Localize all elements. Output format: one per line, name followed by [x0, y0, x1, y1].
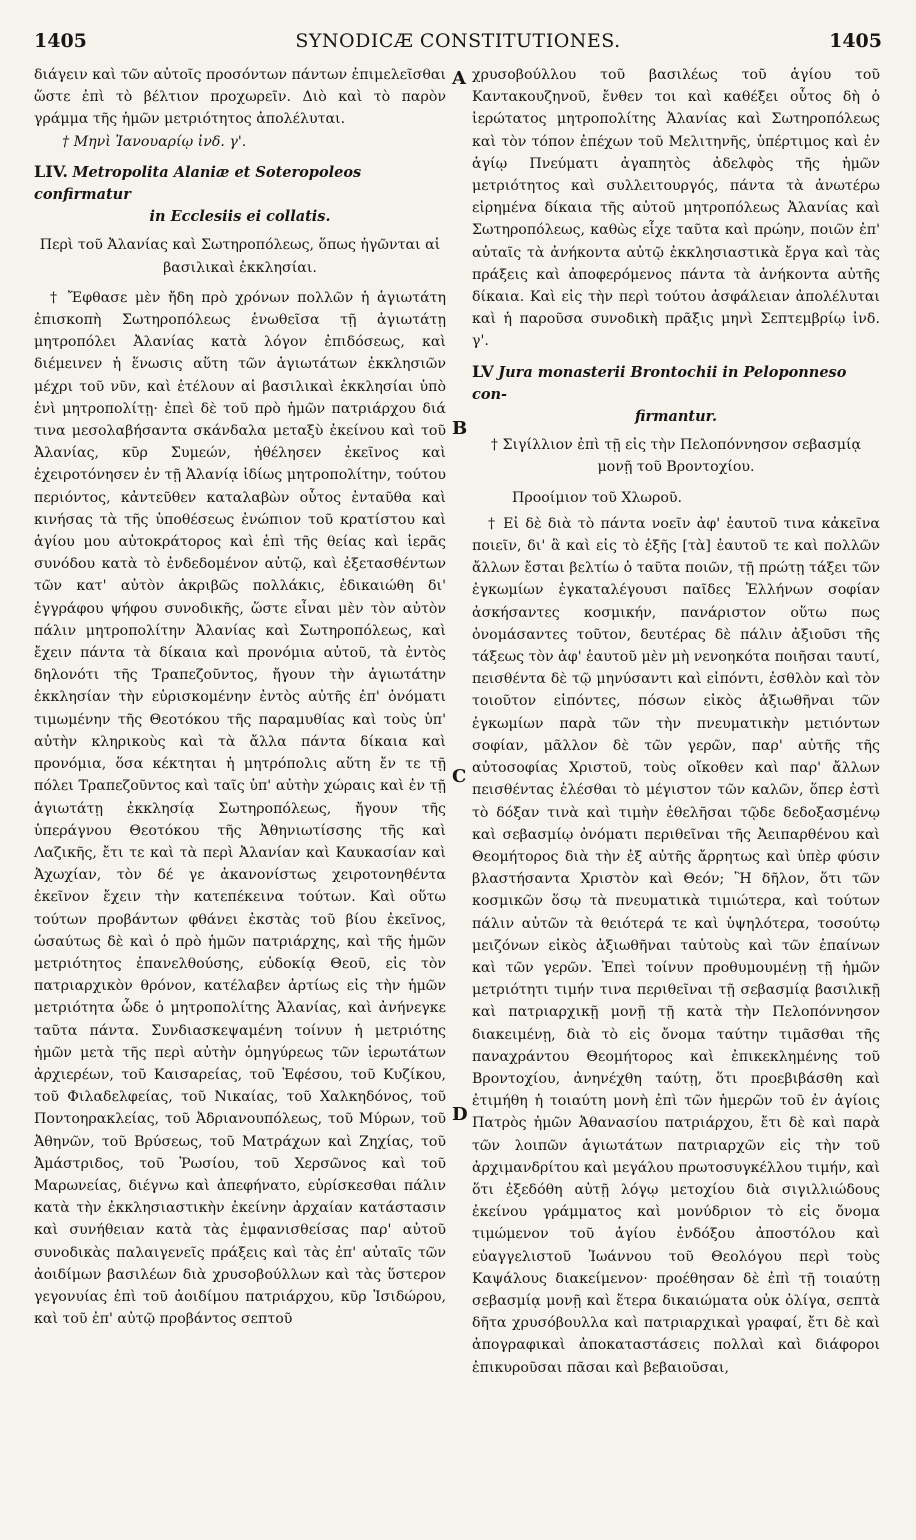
greek-title: Περὶ τοῦ Ἀλανίας καὶ Σωτηροπόλεως, ὅπως ἡγῶνται αἱ βασιλικαὶ ἐκκλησίαι.: [39, 237, 441, 276]
date-line: † Μηνὶ Ἰανουαρίῳ ἰνδ. γ'.: [62, 133, 247, 150]
left-body-paragraph: † Ἔφθασε μὲν ἤδη πρὸ χρόνων πολλῶν ἡ ἁγιωτάτη ἐπισκοπὴ Σωτηροπόλεως ἑνωθεῖσα τῇ ἁγιωτάτῃ μητροπόλει Ἀλανίας κατὰ λόγον ἐπιδόσεως, καὶ διέμεινεν ἡ ἕνωσις αὕτη τῶν ἁγιωτάτων ἐκκλησιῶν μέχρι τοῦ νῦν, καὶ ἐτέλουν αἱ βασιλικαὶ ἐκκλησίαι ὑπὸ ἑνὶ μητροπολίτῃ· ἐπεὶ δὲ τοῦ πρὸ ἡμῶν πατριάρχου διά τινα μεσολαβήσαντα σκάνδαλα μεταξὺ ἐκείνου καὶ τοῦ Ἀλανίας, κῦρ Συμεών, ἠθέλησεν ἐκεῖνος καὶ ἐχειροτόνησεν ἐν τῇ Ἀλανίᾳ ἰδίως μητροπολίτην, τούτου περιόντος, κἀντεῦθεν καταλαβὼν οὗτος ἐνταῦθα καὶ κινήσας τὰ τῆς ὑποθέσεως ἐνώπιον τοῦ κρατίστου καὶ ἁγίου μου αὐτοκράτορος καὶ ἐπὶ τῆς θείας καὶ ἱερᾶς συνόδου κατὰ τὸ ἐνδεδομένον αὐτῷ, καὶ ἐξετασθέντων τῶν κατ' αὐτὸν ἀκριβῶς πολλάκις, ἐδικαιώθη δι' ἐγγράφου ψήφου συνοδικῆς, ὥστε εἶναι μὲν τὸν αὐτὸν πάλιν μητροπολίτην Ἀλανίας καὶ Σωτηροπόλεως, καὶ ἔχειν πάντα τὰ δίκαια καὶ προνόμια αὐτοῦ, τὰ ἐντὸς δηλονότι τῆς Τραπεζοῦντος, ἤγουν τὴν ἁγιωτάτην ἐκκλησίαν τὴν εὑρισκομένην ἐντὸς αὐτῆς ἐπ' ὀνόματι τιμωμένην τῆς Θεοτόκου τῆς παραμυθίας καὶ τοὺς ὑπ' αὐτὴν κληρικοὺς καὶ τὰ ἄλλα πάντα δίκαια καὶ προνόμια, ὅσα κέκτηται ἡ μητρόπολις αὕτη ἔν τε τῇ πόλει Τραπεζοῦντος καὶ ταῖς ὑπ' αὐτὴν χώραις καὶ ἐν τῇ ἁγιωτάτῃ ἐκκλησίᾳ Σωτηροπόλεως, ἤγουν τῆς ὑπεράγνου Θεοτόκου τῆς Ἀθηνιωτίσσης τῆς καὶ Λαζικῆς, ἔτι τε καὶ τὰ περὶ Ἀλανίαν καὶ Καυκασίαν καὶ Ἀχωχίαν, τὸν δέ γε ἀκανονίστως χειροτονηθέντα ἐκεῖνον ἔχειν τὴν κατεπέκεινα τούτων. Καὶ οὕτω τούτων προβάντων φθάνει ἐκστὰς τοῦ βίου ἐκεῖνος, ὡσαύτως δὲ καὶ ὁ πρὸ ἡμῶν πατριάρχης, καὶ τῆς ἡμῶν μετριότητος ἐπανελθούσης, εὐδοκίᾳ Θεοῦ, εἰς τὸν πατριαρχικὸν θρόνον, κατέλαβεν ἀρτίως εἰς τὴν ἡμῶν μετριότητα ὧδε ὁ μητροπολίτης Ἀλανίας, καὶ ἀνήνεγκε ταῦτα πάντα. Συνδιασκεψαμένη τοίνυν ἡ μετριότης ἡμῶν μετὰ τῆς περὶ αὐτὴν ὁμηγύρεως τῶν ἱερωτάτων ἀρχιερέων, τοῦ Καισαρείας, τοῦ Ἐφέσου, τοῦ Κυζίκου, τοῦ Φιλαδελφείας, τοῦ Νικαίας, τοῦ Χαλκηδόνος, τοῦ Ποντοηρακλείας, τοῦ Ἀδριανουπόλεως, τοῦ Μύρων, τοῦ Ἀθηνῶν, τοῦ Βρύσεως, τοῦ Ματράχων καὶ Ζηχίας, τοῦ Ἀμάστριδος, τοῦ Ῥωσίου, τοῦ Χερσῶνος καὶ τοῦ Μαρωνείας, διέγνω καὶ ἀπεφήνατο, εὑρίσκεσθαι πάλιν κατὰ τὴν ἐκκλησιαστικὴν ἐκείνην ἀρχαίαν κατάστασιν καὶ συνήθειαν κατὰ τὰς ἐμφανισθείσας παρ' αὐτοῦ συνοδικὰς παλαιγενεῖς πράξεις καὶ τὰς ἐπ' αὐταῖς τῶν ἀοιδίμων βασιλέων διὰ χρυσοβούλλων καὶ τὰς ὕστερον γεγονυίας ἐπὶ τοῦ ἀοιδίμου πατριάρχου, κῦρ Ἰσιδώρου, καὶ τοῦ ἐπ' αὐτῷ προβάντος σεπτοῦ: [34, 289, 446, 1328]
proem-heading: Προοίμιον τοῦ Χλωροῦ.: [512, 489, 683, 506]
page-number-right: 1405: [829, 30, 882, 52]
section-heading-liv: [34, 161, 446, 229]
left-column: [34, 64, 446, 1330]
right-column: [472, 64, 880, 1379]
margin-letter-a: A: [452, 68, 466, 89]
section-latin-title-cont: in Ecclesiis ei collatis.: [149, 208, 331, 226]
section-latin-title: Metropolita Alaniæ et Soteropoleos confirmatur: [34, 163, 362, 204]
section-number: LIV.: [34, 161, 68, 181]
right-body-paragraph: † Εἰ δὲ διὰ τὸ πάντα νοεῖν ἀφ' ἑαυτοῦ τινα κἀκεῖνα ποιεῖν, δι' ἃ καὶ εἰς τὸ ἑξῆς [τὰ] ἑαυτοῦ τε καὶ πολλῶν ἄλλων ἔσται βελτίω ὁ ταῦτα ποιῶν, τῇ πρώτῃ τάξει τῶν ἐγκωμίων ἐγκαταλέγουσι παῖδες Ἑλλήνων σοφίαν ἀσκήσαντες κοσμικήν, πανάριστον οὕτω πως ὀνομάσαντες τοῦτον, δευτέρας δὲ πάλιν ἀξιοῦσι τῆς τάξεως τὸν ἀφ' ἑαυτοῦ μὲν μὴ νενοηκότα ποιῆσαι ταυτί, πεισθέντα δὲ τῷ μηνύσαντι καὶ εἰπόντι, ἐσθλὸν καὶ τὸν τοιοῦτον εἰπόντες, πόσων εἰκὸς ἀξιωθῆναι τῶν ἐγκωμίων παρὰ τῶν τὴν πνευματικὴν μετιόντων σοφίαν, μᾶλλον δὲ τῶν γερῶν, παρ' αὐτῆς τῆς αὐτοσοφίας Χριστοῦ, τοὺς οἴκοθεν καὶ παρ' ἄλλων πεισθέντας ἑλέσθαι τὸ μέγιστον τῶν καλῶν, ὅπερ ἐστὶ τὸ δόξαν τινὰ καὶ τιμὴν ἐθελῆσαι τῷδε δεδοξασμένῳ καὶ σεβασμίῳ ὀνόματι περιθεῖναι τῆς Ἀειπαρθένου καὶ Θεομήτορος διὰ τὴν ἐξ αὐτῆς ἄρρητως καὶ ὑπὲρ φύσιν βλαστήσαντα Χριστὸν καὶ Θεόν; Ἢ δῆλον, ὅτι τῶν κοσμικῶν ὅσῳ τὰ πνευματικὰ τιμιώτερα, καὶ τούτων πάλιν αὐτῶν τὰ θειότερά τε καὶ ὑψηλότερα, τοσούτῳ μειζόνων εἰκὸς ἀξιωθῆναι ταὐτοὺς καὶ τῶν ἐπαίνων καὶ τῶν γερῶν. Ἐπεὶ τοίνυν προθυμουμένῃ τῇ ἡμῶν μετριότητι τιμήν τινα περιθεῖναι τῇ σεβασμίᾳ βασιλικῇ καὶ πατριαρχικῇ μονῇ τῇ κατὰ τὴν Πελοπόννησον διακειμένῃ, διὰ τὸ εἰς ὄνομα ταύτην τιμᾶσθαι τῆς παναχράντου Θεομήτορος καὶ ἐπικεκλημένης τοῦ Βροντοχίου, ἀνηνέχθη ταύτῃ, ὅτι προεβιβάσθη καὶ ἐτιμήθη ἡ τοιαύτη μονὴ ἐπὶ τῶν ἡμερῶν τοῦ ἐν ἁγίοις Πατρὸς ἡμῶν Ἀθανασίου πατριάρχου, ἔτι δὲ καὶ παρὰ τῶν λοιπῶν ἁγιωτάτων πατριαρχῶν εἰς τὴν τοῦ ἀρχιμανδρίτου καὶ μεγάλου πρωτοσυγκέλλου τιμήν, καὶ ὅτι ἐξεδόθη αὐτῇ λόγῳ μετοχίου διὰ σιγιλλιώδους ἐκείνου γράμματος καὶ μονύδριον τὸ εἰς ὄνομα τιμώμενον τοῦ ἁγίου ἐνδόξου ἀποστόλου καὶ εὐαγγελιστοῦ Ἰωάννου τοῦ Θεολόγου περὶ τοὺς Καψάλους διακείμενον· προέθησαν δὲ ἐπὶ τῇ τοιαύτῃ σεβασμίᾳ μονῇ καὶ ἕτερα δικαιώματα οὐκ ὀλίγα, σεπτὰ δῆτα χρυσόβουλλα καὶ πατριαρχικαὶ γραφαί, ἔτι δὲ καὶ ἀπογραφικαὶ ἀποκαταστάσεις πολλαὶ καὶ διάφοροι ἐπικυροῦσαι πᾶσαι καὶ βεβαιοῦσαι,: [472, 515, 880, 1376]
left-intro-paragraph: διάγειν καὶ τῶν αὐτοῖς προσόντων πάντων ἐπιμελεῖσθαι ὥστε ἐπὶ τὸ βέλτιον προχωρεῖν. Διὸ καὶ τὸ παρὸν γράμμα τῆς ἡμῶν μετριότητος ἀπολέλυται.: [34, 67, 446, 128]
section-latin-title: Jura monasterii Brontochii in Peloponneso con-: [472, 363, 847, 403]
section-latin-title-cont: firmantur.: [634, 408, 718, 426]
margin-letter-c: C: [452, 766, 467, 787]
running-title: SYNODICÆ CONSTITUTIONES.: [295, 30, 621, 52]
margin-letter-b: B: [452, 418, 468, 439]
page-number-left: 1405: [34, 30, 87, 52]
greek-title: † Σιγίλλιον ἐπὶ τῇ εἰς τὴν Πελοπόννησον σεβασμίᾳ μονῇ τοῦ Βροντοχίου.: [490, 437, 862, 476]
page-header: [34, 30, 882, 58]
margin-letter-d: D: [452, 1104, 468, 1125]
section-heading-lv: [472, 361, 880, 429]
section-number: LV: [472, 361, 494, 381]
right-intro-paragraph: χρυσοβούλλου τοῦ βασιλέως τοῦ ἁγίου τοῦ Καντακουζηνοῦ, ἔνθεν τοι καὶ καθέξει οὗτος δὴ ὁ ἱερώτατος μητροπολίτης Ἀλανίας καὶ Σωτηροπόλεως καὶ τὸν τόπον ἐπέχων τοῦ Μελιτηνῆς, ὑπέρτιμος καὶ ἐν ἁγίῳ Πνεύματι ἀγαπητὸς ἀδελφὸς τῆς ἡμῶν μετριότητος καὶ συλλειτουργός, πάντα τὰ ἀνωτέρω εἰρημένα δίκαια τῆς αὐτοῦ μητροπόλεως Ἀλανίας καὶ Σωτηροπόλεως, καθὼς εἶχε ταῦτα καὶ πρώην, ποιῶν ἐπ' αὐταῖς τὰ ἀνήκοντα αὐτῷ ἐκκλησιαστικὰ ἔργα καὶ τὰς πράξεις καὶ ἀποφερόμενος πάντα τὰ ἀνήκοντα αὐτῆς δίκαια. Καὶ εἰς τὴν περὶ τούτου ἀσφάλειαν ἀπολέλυται καὶ ἡ παροῦσα συνοδικὴ πρᾶξις μηνὶ Σεπτεμβρίῳ ἰνδ. γ'.: [472, 67, 880, 350]
